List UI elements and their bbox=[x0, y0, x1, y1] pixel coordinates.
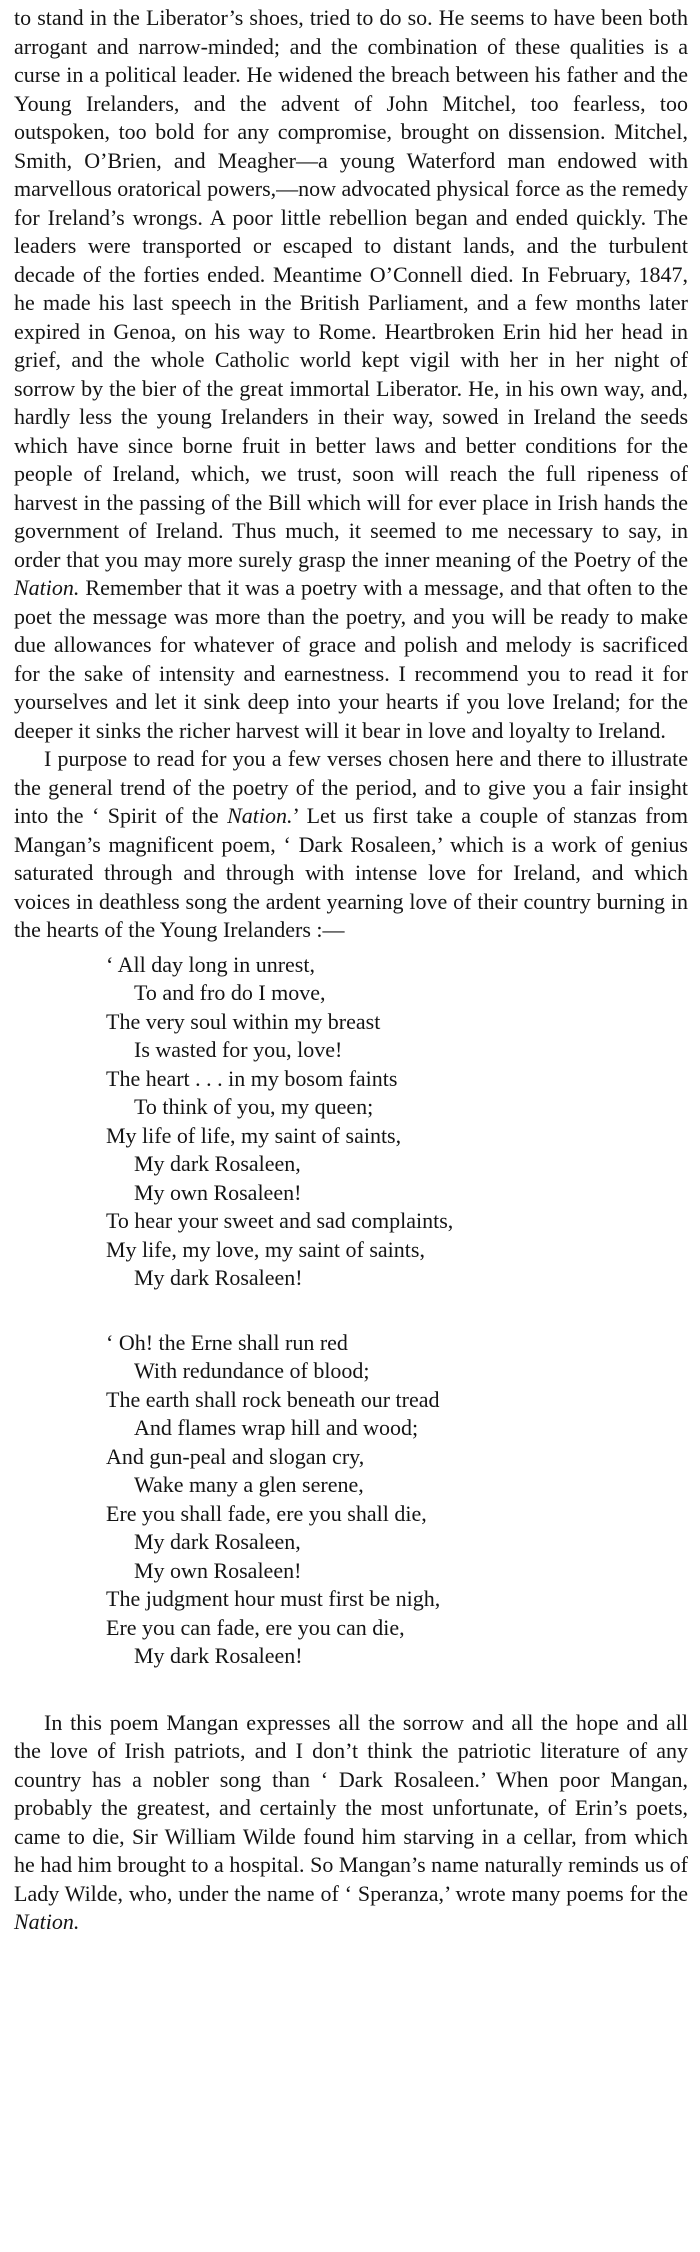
verse-line: With redundance of blood; bbox=[134, 1358, 370, 1383]
paragraph-1 bbox=[14, 4, 688, 745]
verse-line: And gun-peal and slogan cry, bbox=[106, 1443, 365, 1469]
verse-line: To and fro do I move, bbox=[134, 980, 326, 1005]
text-span: I purpose to read for you a few verses chosen here and there to illustrate the general trend of the poetry of the period, and to give you a fair insight into the ‘ Spirit of the bbox=[14, 746, 688, 828]
verse-line: The earth shall rock beneath our tread bbox=[106, 1386, 440, 1412]
verse-line: And flames wrap hill and wood; bbox=[134, 1415, 419, 1440]
paragraph-2 bbox=[14, 745, 688, 945]
verse-line: The very soul within my breast bbox=[106, 1008, 381, 1034]
italic-title: Nation. bbox=[14, 1909, 80, 1934]
verse-line: My dark Rosaleen! bbox=[134, 1265, 303, 1290]
verse-line: My own Rosaleen! bbox=[134, 1557, 302, 1583]
verse-line: My life of life, my saint of saints, bbox=[106, 1122, 402, 1148]
verse-line: The judgment hour must first be nigh, bbox=[106, 1586, 441, 1611]
verse-line: To think of you, my queen; bbox=[134, 1094, 374, 1119]
verse-line: My dark Rosaleen, bbox=[134, 1151, 301, 1176]
verse-line: Ere you shall fade, ere you shall die, bbox=[106, 1500, 427, 1526]
poem-stanza-2 bbox=[14, 1329, 688, 1671]
text-span: to stand in the Liberator’s shoes, tried to do so. He seems to have been both arrogant and narrow-minded; and the combination of these qualities is a curse in a political leader. He widened the breach between his father and the Young Irelanders, and the advent of John Mitchel, too fearless, too outspoken, too bold for any compromise, brought on dissension. Mitchel, Smith, O’Brien, and Meagher—a young Waterford man endowed with marvellous oratorical powers,—now advocated physical force as the remedy for Ireland’s wrongs. A poor little rebellion began and ended quickly. The leaders were transported or escaped to distant lands, and the turbulent decade of the forties ended. Meantime O’Connell died. In February, 1847, he made his last speech in the British Parliament, and a few months later expired in Genoa, on his way to Rome. Heartbroken Erin hid her head in grief, and the whole Catholic world kept vigil with her in her night of sorrow by the bier of the great immortal Liberator. He, in his own way, and, hardly less the young Irelanders in their way, sowed in Ireland the seeds which have since borne fruit in better laws and better conditions for the people of Ireland, which, we trust, soon will reach the full ripeness of harvest in the passing of the Bill which will for ever place in Irish hands the government of Ireland. Thus much, it seemed to me necessary to say, in order that you may more surely grasp the inner meaning of the Poetry of the bbox=[14, 5, 688, 572]
verse-line: My dark Rosaleen, bbox=[134, 1529, 301, 1554]
verse-line: Is wasted for you, love! bbox=[134, 1037, 343, 1062]
poem-stanza-1 bbox=[14, 951, 688, 1293]
text-span: ’ Let us first take a couple of stanzas from Mangan’s magnificent poem, ‘ Dark Rosaleen,’ which is a work of genius saturated through and through with intense love for Ireland, and which voices in deathless song the ardent yearning love of their country burning in the hearts of the Young Irelanders :— bbox=[14, 803, 689, 942]
paragraph-3 bbox=[14, 1709, 688, 1937]
verse-line: Ere you can fade, ere you can die, bbox=[106, 1614, 405, 1640]
text-span: Remember that it was a poetry with a message, and that often to the poet the message was more than the poetry, and you will be ready to make due allowances for whatever of grace and polish and melody is sacrificed for the sake of intensity and earnestness. I recommend you to read it for yourselves and let it sink deep into your hearts if you love Ireland; for the deeper it sinks the richer harvest will it bear in love and loyalty to Ireland. bbox=[14, 575, 688, 743]
verse-line: My life, my love, my saint of saints, bbox=[106, 1236, 425, 1262]
verse-line: To hear your sweet and sad complaints, bbox=[106, 1208, 454, 1233]
text-span: In this poem Mangan expresses all the sorrow and all the hope and all the love of Irish patriots, and I don’t think the patriotic literature of any country has a nobler song than ‘ Dark Rosaleen.’ When poor Mangan, probably the greatest, and certainly the most unfortunate, of Erin’s poets, came to die, Sir William Wilde found him starving in a cellar, from which he had him brought to a hospital. So Mangan’s name naturally reminds us of Lady Wilde, who, under the name of ‘ Speranza,’ wrote many poems for the bbox=[14, 1709, 688, 1906]
verse-line: My own Rosaleen! bbox=[134, 1179, 302, 1205]
verse-line: The heart . . . in my bosom faints bbox=[106, 1065, 398, 1091]
verse-line: ‘ All day long in unrest, bbox=[106, 951, 315, 977]
verse-line: Wake many a glen serene, bbox=[134, 1472, 364, 1497]
verse-line: My dark Rosaleen! bbox=[134, 1643, 303, 1668]
verse-line: ‘ Oh! the Erne shall run red bbox=[106, 1329, 348, 1355]
italic-title: Nation. bbox=[227, 803, 293, 828]
italic-title: Nation. bbox=[14, 575, 80, 600]
